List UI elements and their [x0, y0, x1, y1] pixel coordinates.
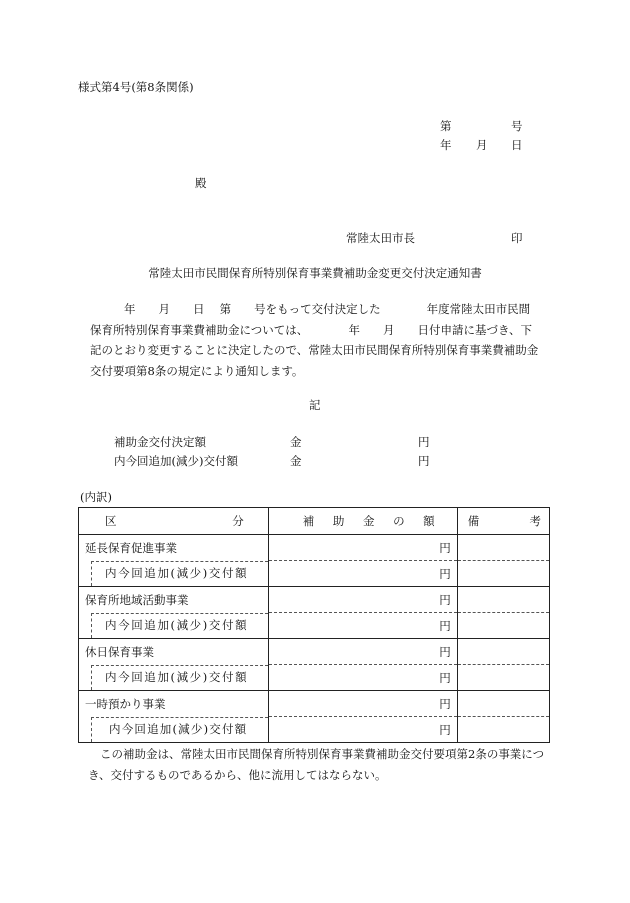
- issuer-seal: 印: [511, 231, 523, 245]
- row-note: [457, 665, 549, 691]
- body-line: 記のとおり変更することに決定したので、常陸太田市民間保育所特別保育事業費補助金: [90, 343, 539, 357]
- row-amount: 円: [268, 665, 457, 691]
- form-number: 様式第4号(第8条関係): [78, 80, 194, 94]
- row-amount: 円: [268, 561, 457, 587]
- ki-heading: 記: [309, 398, 321, 412]
- row-category: 延長保育促進事業: [79, 535, 269, 561]
- row-sub-label: 内今回追加(減少)交付額: [109, 722, 248, 737]
- summary-kin: 金: [290, 454, 302, 468]
- summary-yen: 円: [418, 454, 430, 468]
- breakdown-table: [78, 507, 550, 743]
- row-category: 一時預かり事業: [79, 691, 269, 717]
- table-row: [79, 639, 550, 665]
- summary-kin: 金: [290, 435, 302, 449]
- row-category: [79, 717, 269, 743]
- footer-line: この補助金は、常陸太田市民間保育所特別保育事業費補助金交付要項第2条の事業につ: [100, 747, 545, 761]
- row-amount: 円: [268, 717, 457, 743]
- row-category: 保育所地域活動事業: [79, 587, 269, 613]
- table-row: [79, 587, 550, 613]
- row-note: [457, 639, 549, 665]
- header-amount-char: 助: [332, 514, 345, 528]
- row-note: [457, 561, 549, 587]
- body-line: 保育所特別保育事業費補助金については、 年 月 日付申請に基づき、下: [90, 322, 533, 337]
- header-note: [457, 508, 549, 535]
- table-row: [79, 613, 550, 639]
- body-line: 年 月 日 第 号をもって交付決定した 年度常陸太田市民間: [124, 302, 531, 316]
- row-category: [79, 665, 269, 691]
- row-sub-label: 内今回追加(減少)交付額: [105, 670, 249, 685]
- breakdown-caption: (内訳): [80, 490, 112, 504]
- header-amount-char: 補: [302, 514, 315, 528]
- table-row: [79, 665, 550, 691]
- row-category: [79, 561, 269, 587]
- header-amount-char: の: [393, 514, 405, 528]
- number-prefix: 第: [440, 119, 452, 133]
- row-note: [457, 587, 549, 613]
- row-sub-label: 内今回追加(減少)交付額: [105, 566, 249, 581]
- row-note: [457, 717, 549, 743]
- table-header-row: [79, 508, 550, 535]
- issuer-name: 常陸太田市長: [346, 231, 415, 245]
- row-category: 休日保育事業: [79, 639, 269, 665]
- row-amount: 円: [268, 587, 457, 613]
- row-note: [457, 691, 549, 717]
- header-category-char: 分: [232, 514, 244, 528]
- body-paragraph: [90, 299, 550, 381]
- header-note-char: 備: [467, 514, 480, 528]
- row-category: [79, 613, 269, 639]
- header-category-char: 区: [105, 514, 117, 528]
- row-note: [457, 613, 549, 639]
- row-amount: 円: [268, 613, 457, 639]
- date-month: 月: [476, 138, 488, 152]
- footer-line: き、交付するものであるから、他に流用してはならない。: [88, 767, 387, 782]
- summary-label: 補助金交付決定額: [114, 435, 206, 449]
- footer-paragraph: [78, 744, 558, 785]
- summary-yen: 円: [418, 435, 430, 449]
- date-day: 日: [511, 138, 523, 152]
- row-note: [457, 535, 549, 561]
- header-amount: [268, 508, 457, 535]
- table-row: [79, 691, 550, 717]
- row-amount: 円: [268, 691, 457, 717]
- header-category: [79, 508, 269, 535]
- header-amount-char: 金: [362, 514, 375, 528]
- row-amount: 円: [268, 535, 457, 561]
- row-sub-label: 内今回追加(減少)交付額: [105, 618, 249, 633]
- addressee-honorific: 殿: [195, 176, 207, 190]
- date-year: 年: [440, 138, 452, 152]
- document-title: 常陸太田市民間保育所特別保育事業費補助金変更交付決定通知書: [148, 266, 482, 280]
- table-row: [79, 535, 550, 561]
- header-amount-char: 額: [423, 514, 435, 528]
- row-amount: 円: [268, 639, 457, 665]
- summary-label: 内今回追加(減少)交付額: [114, 454, 238, 468]
- body-line: 交付要項第8条の規定により通知します。: [90, 363, 304, 378]
- number-suffix: 号: [511, 119, 523, 133]
- table-row: [79, 717, 550, 743]
- header-note-char: 考: [529, 514, 541, 528]
- table-row: [79, 561, 550, 587]
